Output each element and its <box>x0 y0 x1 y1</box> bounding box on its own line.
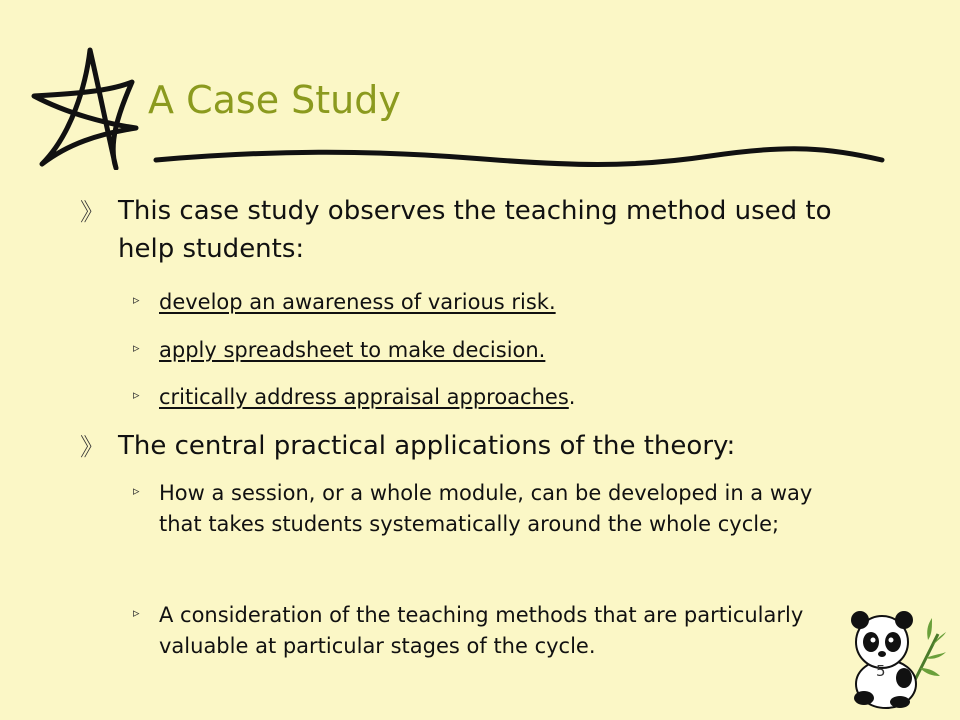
slide-title: A Case Study <box>148 78 401 122</box>
title-underline-squiggle <box>150 140 888 174</box>
sub-bullet-text: How a session, or a whole module, can be developed in a way that takes students systematically around the whole cycle; <box>159 481 813 536</box>
bullet-item <box>80 427 860 465</box>
bullet-marker-icon: 》 <box>80 198 104 226</box>
sub-bullet-item <box>133 335 873 366</box>
sub-bullet-item <box>133 287 873 318</box>
sub-bullet-marker-icon: ▹ <box>133 606 140 621</box>
sub-bullet-item <box>133 600 833 662</box>
sub-bullet-link[interactable]: develop an awareness of various risk. <box>159 290 556 314</box>
bullet-item <box>80 192 860 268</box>
bullet-text: The central practical applications of the theory: <box>118 431 736 461</box>
bullet-text: This case study observes the teaching method used to help students: <box>118 196 832 264</box>
sub-bullet-marker-icon: ▹ <box>133 484 140 499</box>
sub-bullet-marker-icon: ▹ <box>133 341 140 356</box>
bullet-marker-icon: 》 <box>80 433 104 461</box>
sub-bullet-marker-icon: ▹ <box>133 388 140 403</box>
sub-bullet-link[interactable]: critically address appraisal approaches <box>159 385 569 409</box>
sub-bullet-marker-icon: ▹ <box>133 293 140 308</box>
sub-bullet-text: A consideration of the teaching methods that are particularly valuable at particular stages of the cycle. <box>159 603 804 658</box>
page-number: 5 <box>876 662 886 680</box>
star-icon <box>28 44 140 170</box>
sub-bullet-item <box>133 478 853 540</box>
sub-bullet-item: ▹ critically address appraisal approaches. <box>133 385 576 409</box>
panda-icon <box>842 606 946 710</box>
sub-bullet-link[interactable]: apply spreadsheet to make decision. <box>159 338 546 362</box>
